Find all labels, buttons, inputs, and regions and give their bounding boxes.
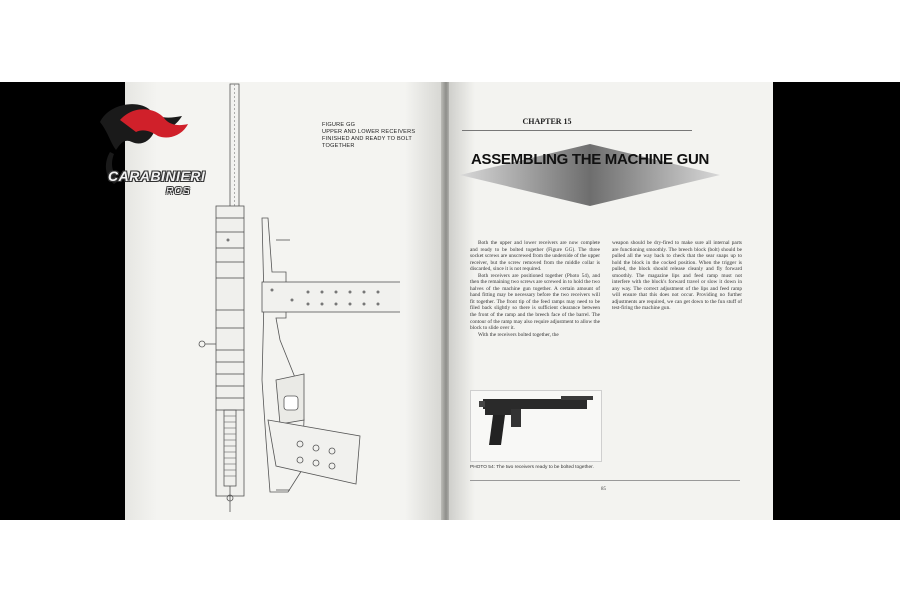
- photo-caption: PHOTO 54: The two receivers ready to be bolted together.: [470, 465, 594, 470]
- logo-name: CARABINIERI: [108, 168, 206, 184]
- bottom-rule: [470, 480, 740, 481]
- page-number: 85: [601, 487, 606, 492]
- paragraph: Both the upper and lower receivers are now complete and ready to be bolted together (Figure GG). The three socket screws are unscrewed from the underside of the upper receiver, but the screw removed from the middle collar is discarded, since it is not required.: [470, 240, 600, 273]
- photo-54: [470, 390, 602, 462]
- chapter-heading: CHAPTER 15: [522, 117, 572, 126]
- figure-description: UPPER AND LOWER RECEIVERS FINISHED AND READY TO BOLT TOGETHER: [322, 129, 416, 149]
- paragraph: weapon should be dry-fired to make sure all internal parts are functioning smoothly. The breech block (bolt) should be pulled all the way back to check that the sear snaps up to hold the block in the cocked position. When the trigger is pulled, the block should release cleanly and fly forward smoothly. The magazine lips and feed ramp must not interfere with the block's forward travel or slow it down in any way. The correct adjustment of the lips and feed ramp will ensure that this does not occur. Providing no further adjustments are required, we can get down to the fun stuff of test-firing the machine gun.: [612, 240, 742, 312]
- body-column-right: [612, 240, 742, 312]
- figure-caption: [322, 122, 442, 150]
- body-column-left: [470, 240, 600, 338]
- paragraph: Both receivers are positioned together (Photo 54), and then the remaining two screws are screwed in to hold the two halves of the machine gun together. A certain amount of hand fitting may be necessary before the two receivers will fit together. The front tip of the feed ramps may need to be filed back slightly so there is sufficient clearance between the front of the ramp and the breech face of the barrel. The contour of the ramp may also require adjustment to allow the block to slide over it.: [470, 272, 600, 332]
- logo-subtitle: ROS: [166, 186, 191, 197]
- machine-gun-photo: [471, 391, 601, 461]
- figure-label: FIGURE GG: [322, 122, 356, 128]
- paragraph: With the receivers bolted together, the: [478, 331, 559, 338]
- receiver-drawing: [60, 0, 400, 600]
- chapter-title: ASSEMBLING THE MACHINE GUN: [470, 151, 710, 168]
- chapter-rule: [462, 130, 692, 131]
